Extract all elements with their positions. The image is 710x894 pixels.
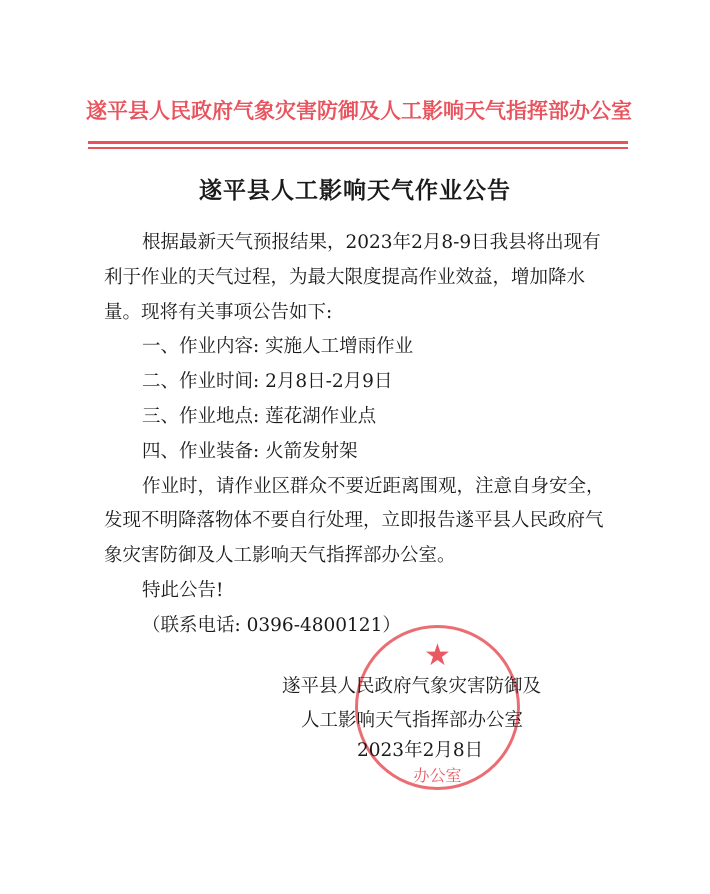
document-title: 遂平县人工影响天气作业公告	[199, 177, 511, 204]
official-seal	[355, 625, 520, 790]
safety-paragraph: 作业时，请作业区群众不要近距离围观，注意自身安全，发现不明降落物体不要自行处理，立即报告遂平县人民政府气象灾害防御及人工影响天气指挥部办公室。	[104, 475, 605, 567]
item-time: 二、作业时间: 2月8日-2月9日	[142, 371, 393, 393]
intro-paragraph: 根据最新天气预报结果，2023年2月8-9日我县将出现有利于作业的天气过程，为最大限度提高作业效益，增加降水量。现将有关事项公告如下:	[104, 232, 601, 323]
signature-date: 2023年2月8日	[357, 740, 484, 761]
seal-star-icon: ★	[424, 638, 451, 673]
letterhead-rule	[88, 141, 628, 144]
letterhead-rule-thin	[88, 147, 628, 149]
seal-center-text: 办公室	[413, 766, 462, 785]
item-location: 三、作业地点: 莲花湖作业点	[142, 405, 377, 427]
letterhead: 遂平县人民政府气象灾害防御及人工影响天气指挥部办公室	[86, 99, 632, 123]
contact-phone: （联系电话: 0396-4800121）	[142, 614, 401, 636]
signature-line2: 人工影响天气指挥部办公室	[301, 710, 524, 731]
item-equipment: 四、作业装备: 火箭发射架	[142, 440, 358, 462]
signature-line1: 遂平县人民政府气象灾害防御及	[282, 676, 542, 697]
document-body	[104, 226, 616, 644]
item-content: 一、作业内容: 实施人工增雨作业	[142, 336, 414, 358]
closing: 特此公告!	[142, 579, 224, 601]
